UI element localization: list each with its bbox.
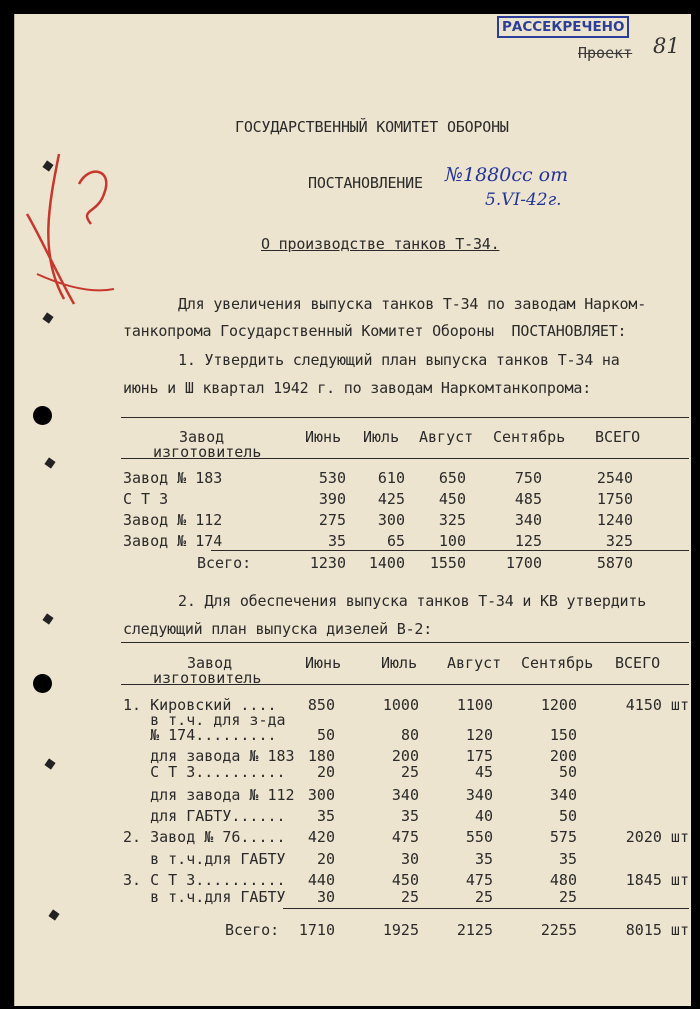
table2-cell: 200 [391,747,419,765]
table1-cell: 450 [438,490,466,508]
table1-cell: 325 [438,511,466,529]
table2-cell: 25 [474,888,493,906]
binding-dot [42,312,53,323]
table2-row-label: 1. Кировский .... [123,696,277,714]
table2-cell: 180 [307,747,335,765]
table2-cell: 4150 шт [625,696,689,714]
table2-cell: 340 [465,786,493,804]
red-pencil-mark-icon [19,124,129,314]
table2-cell: 25 [400,888,419,906]
table2-header-col: Сентябрь [521,654,594,672]
point2-line-1: 2. Для обеспечения выпуска танков Т-34 и КВ утвердить [178,592,647,610]
table1-cell: 530 [318,469,346,487]
table2-cell: 480 [549,871,577,889]
table1-header-col: ВСЕГО [595,428,641,446]
intro-line-1: Для увеличения выпуска танков Т-34 по заводам Нарком- [178,295,647,313]
table1-cell: 750 [514,469,542,487]
table2-cell: 45 [474,763,493,781]
resolution-heading: ПОСТАНОВЛЕНИЕ [308,174,423,192]
table2-header-col: ВСЕГО [615,654,661,672]
table1-cell: 1700 [505,554,542,572]
table2-header-col: Август [447,654,502,672]
table2-cell: 1200 [540,696,577,714]
binding-dot [44,457,55,468]
document-title: О производстве танков Т-34. [261,235,500,253]
table1-row-label: Завод № 112 [123,511,223,529]
table1-cell: 340 [514,511,542,529]
binding-dot [48,909,59,920]
table2-cell: 50 [558,807,577,825]
table2-cell: 30 [316,888,335,906]
table2-cell: 550 [465,828,493,846]
table2-row-label: Всего: [225,921,280,939]
table1-cell: 1750 [596,490,633,508]
table1-header-col: Август [419,428,474,446]
table1-cell: 100 [438,532,466,550]
table2-cell: 2020 шт [625,828,689,846]
table2-cell: 300 [307,786,335,804]
table1-cell: 2540 [596,469,633,487]
table2-cell: 1100 [456,696,493,714]
table2-cell: 850 [307,696,335,714]
table2-cell: 340 [391,786,419,804]
table2-cell: 80 [400,726,419,744]
table2-cell: 2125 [456,921,493,939]
table2-cell: 1000 [382,696,419,714]
point2-line-2: следующий план выпуска дизелей В-2: [123,620,433,638]
table2-cell: 20 [316,763,335,781]
handwritten-number: №1880сс от [445,164,569,186]
table1-cell: 650 [438,469,466,487]
table2-cell: 8015 шт [625,921,689,939]
punch-hole [33,674,52,693]
table2-cell: 340 [549,786,577,804]
point1-line-1: 1. Утвердить следующий план выпуска танков Т-34 на [178,351,620,369]
table2-cell: 450 [391,871,419,889]
table2-cell: 1710 [298,921,335,939]
table1-cell: 390 [318,490,346,508]
table2-cell: 420 [307,828,335,846]
table1-cell: 125 [514,532,542,550]
table2-header-maker: изготовитель [153,669,262,687]
table2-header-zavod: Завод [187,654,233,672]
punch-hole [33,406,52,425]
table2-top-rule [121,642,689,643]
table1-row-label: Всего: [197,554,252,572]
folio-number: 81 [653,34,680,58]
table1-cell: 1550 [429,554,466,572]
table2-header-col: Июль [381,654,418,672]
table2-cell: 120 [465,726,493,744]
table1-total-rule [211,550,689,551]
table1-cell: 1230 [309,554,346,572]
table2-cell: 35 [400,807,419,825]
table1-cell: 1400 [368,554,405,572]
table2-cell: 150 [549,726,577,744]
table2-cell: 40 [474,807,493,825]
table2-row-label: в т.ч.для ГАБТУ [123,888,286,906]
point1-line-2: июнь и Ш квартал 1942 г. по заводам Наркомтанкопрома: [123,379,592,397]
table2-row-label: в т.ч. для з-да [123,711,286,729]
table1-row-label: Завод № 183 [123,469,223,487]
table2-total-rule [283,908,689,909]
table1-cell: 35 [327,532,346,550]
table2-cell: 50 [316,726,335,744]
draft-label-struck: Проект [578,44,633,62]
committee-heading: ГОСУДАРСТВЕННЫЙ КОМИТЕТ ОБОРОНЫ [235,118,509,136]
table2-cell: 575 [549,828,577,846]
intro-line-2: танкопрома Государственный Комитет Обороны ПОСТАНОВЛЯЕТ: [123,322,627,340]
table2-row-label: в т.ч.для ГАБТУ [123,850,286,868]
table2-cell: 1845 шт [625,871,689,889]
table1-row-label: С Т З [123,490,169,508]
table1-cell: 5870 [596,554,633,572]
table2-cell: 20 [316,850,335,868]
table2-cell: 35 [316,807,335,825]
table2-cell: 2255 [540,921,577,939]
table2-cell: 475 [391,828,419,846]
table1-header-zavod: Завод [179,428,225,446]
handwritten-date: 5.VI-42г. [485,190,562,210]
table1-cell: 300 [377,511,405,529]
table2-cell: 1925 [382,921,419,939]
table2-cell: 175 [465,747,493,765]
table1-cell: 325 [605,532,633,550]
table1-row-label: Завод № 174 [123,532,223,550]
table2-row-label: для ГАБТУ...... [123,807,286,825]
table2-cell: 30 [400,850,419,868]
table1-cell: 1240 [596,511,633,529]
table1-cell: 485 [514,490,542,508]
declassified-stamp: РАССЕКРЕЧЕНО [497,16,629,38]
table2-header-col: Июнь [305,654,342,672]
table2-row-label: 2. Завод № 76..... [123,828,286,846]
document-page [14,14,691,1006]
table2-row-label: 3. С Т З.......... [123,871,286,889]
binding-dot [42,613,53,624]
table2-row-label: для завода № 183 [123,747,295,765]
table1-cell: 65 [386,532,405,550]
table2-cell: 25 [400,763,419,781]
table2-row-label: № 174......... [123,726,277,744]
table1-header-maker: изготовитель [153,443,262,461]
table2-row-label: для завода № 112 [123,786,295,804]
table1-top-rule [121,417,689,418]
table1-cell: 610 [377,469,405,487]
table1-header-col: Июнь [305,428,342,446]
table1-header-col: Июль [363,428,400,446]
table1-cell: 275 [318,511,346,529]
table2-cell: 50 [558,763,577,781]
table2-cell: 440 [307,871,335,889]
table1-cell: 425 [377,490,405,508]
table2-cell: 35 [558,850,577,868]
table2-cell: 475 [465,871,493,889]
table2-cell: 25 [558,888,577,906]
binding-dot [44,758,55,769]
table2-cell: 35 [474,850,493,868]
table2-row-label: С Т З.......... [123,763,286,781]
table1-header-col: Сентябрь [493,428,566,446]
table2-cell: 200 [549,747,577,765]
